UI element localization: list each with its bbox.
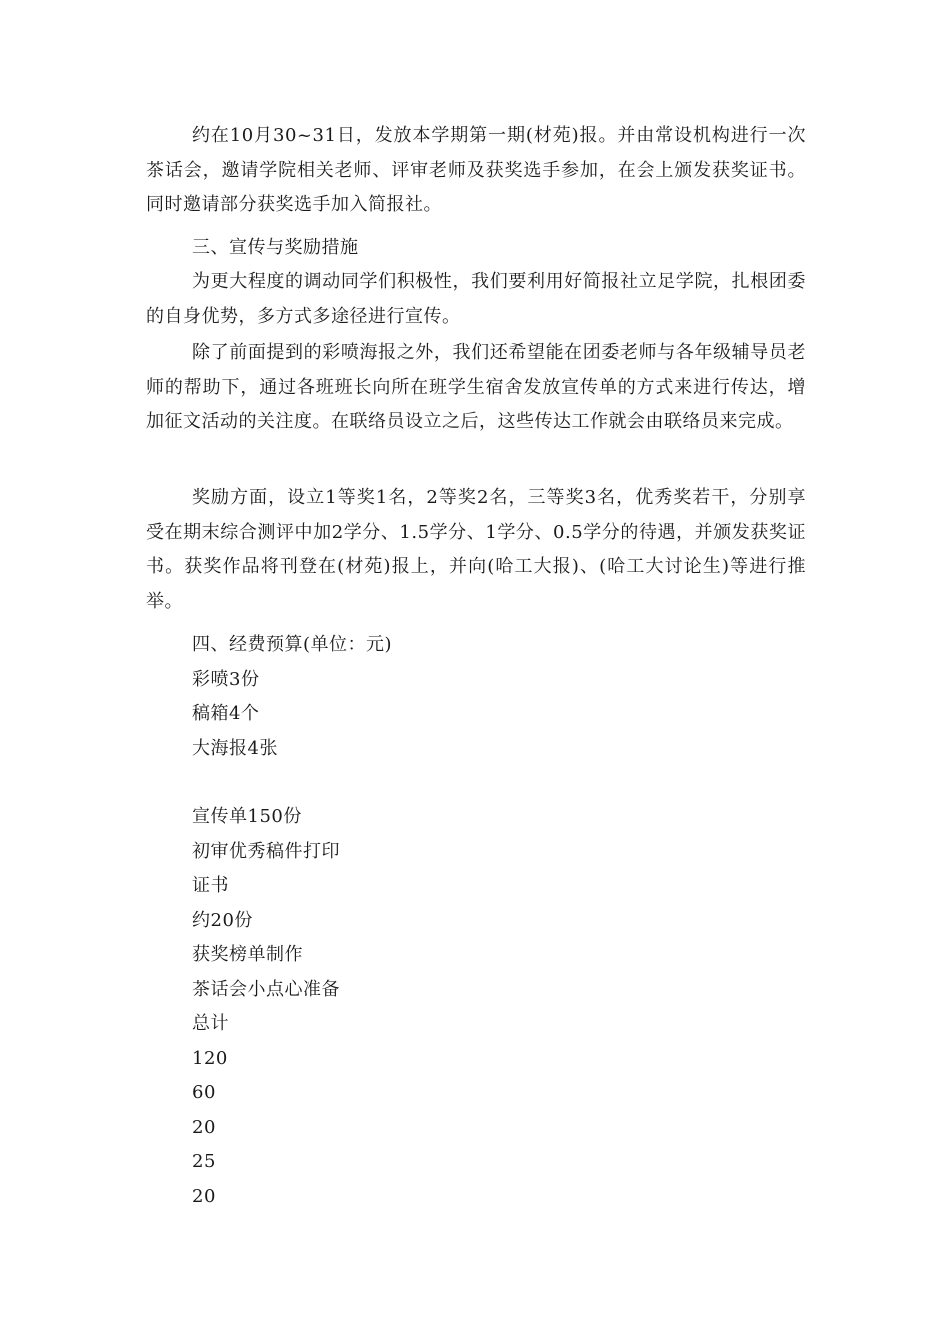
budget-value: 20 [192, 1117, 216, 1138]
budget-item: 获奖榜单制作 [192, 944, 303, 965]
budget-total-label: 总计 [192, 1013, 229, 1034]
budget-value: 60 [192, 1082, 216, 1103]
section-heading-budget: 四、经费预算(单位：元) [192, 634, 393, 655]
budget-item: 约20份 [192, 910, 253, 931]
paragraph-publicity-methods: 除了前面提到的彩喷海报之外，我们还希望能在团委老师与各年级辅导员老师的帮助下，通过各班班长向所在班学生宿舍发放宣传单的方式来进行传达，增加征文活动的关注度。在联络员设立之后，这些传达工作就会由联络员来完成。 [146, 342, 806, 432]
paragraph-publicity-intro: 为更大程度的调动同学们积极性，我们要利用好简报社立足学院，扎根团委的自身优势，多方式多途径进行宣传。 [146, 271, 806, 327]
budget-value: 120 [192, 1048, 228, 1069]
budget-item: 茶话会小点心准备 [192, 979, 340, 1000]
budget-item: 初审优秀稿件打印 [192, 841, 340, 862]
budget-item: 证书 [192, 875, 229, 896]
budget-item: 大海报4张 [192, 738, 278, 759]
budget-item: 彩喷3份 [192, 669, 260, 690]
budget-item: 宣传单150份 [192, 806, 302, 827]
budget-value: 20 [192, 1186, 216, 1207]
budget-value: 25 [192, 1151, 216, 1172]
budget-item: 稿箱4个 [192, 703, 260, 724]
paragraph-meeting: 约在10月30~31日，发放本学期第一期(材苑)报。并由常设机构进行一次茶话会，邀请学院相关老师、评审老师及获奖选手参加，在会上颁发获奖证书。同时邀请部分获奖选手加入简报社。 [146, 125, 806, 215]
paragraph-awards: 奖励方面，设立1等奖1名，2等奖2名，三等奖3名，优秀奖若干，分别享受在期末综合测评中加2学分、1.5学分、1学分、0.5学分的待遇，并颁发获奖证书。获奖作品将刊登在(材苑)报上，并向(哈工大报)、(哈工大讨论生)等进行推举。 [146, 487, 806, 612]
section-heading-publicity: 三、宣传与奖励措施 [192, 237, 359, 258]
